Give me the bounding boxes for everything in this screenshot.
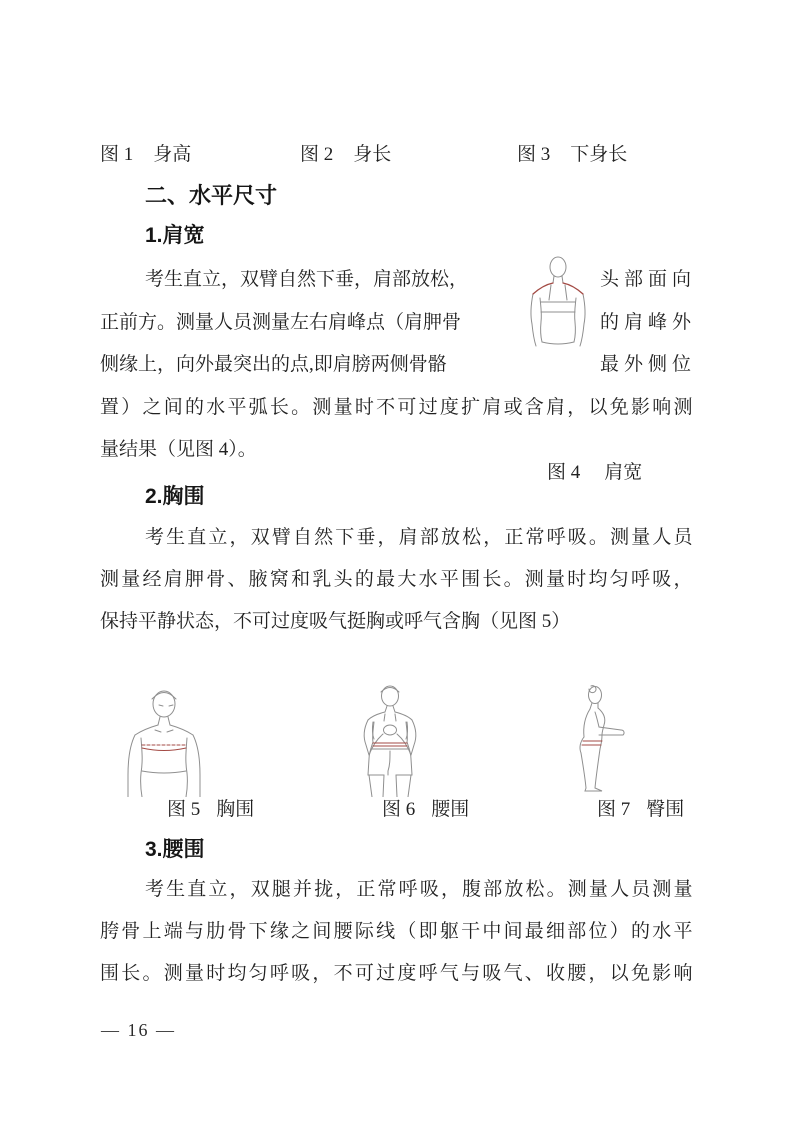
paragraph-line: 胯骨上端与肋骨下缘之间腰际线（即躯干中间最细部位）的水平 <box>100 921 694 942</box>
hip-figure-drawing <box>553 685 633 797</box>
paragraph-line: 测量经肩胛骨、腋窝和乳头的最大水平围长。测量时均匀呼吸， <box>100 569 694 590</box>
caption-fig6-label: 腰围 <box>431 799 470 820</box>
caption-fig1-label: 身高 <box>153 144 192 165</box>
caption-fig7-label: 臀围 <box>646 799 685 820</box>
paragraph-line: 量结果（见图 4）。 <box>100 439 257 460</box>
caption-fig7-number: 图 7 <box>597 799 631 820</box>
paragraph-line: 置）之间的水平弧长。测量时不可过度扩肩或含肩，以免影响测 <box>100 397 694 418</box>
paragraph-line: 正前方。测量人员测量左右肩峰点（肩胛骨 <box>100 312 462 333</box>
paragraph-line: 的肩峰外 <box>600 312 694 333</box>
paragraph-line: 侧缘上，向外最突出的点,即肩膀两侧骨骼 <box>100 354 447 375</box>
caption-fig6-number: 图 6 <box>382 799 416 820</box>
caption-fig3 <box>517 144 627 167</box>
caption-fig4 <box>547 462 642 485</box>
paragraph-line: 考生直立，双臂自然下垂，肩部放松， <box>145 269 469 290</box>
page-number: — 16 — <box>101 1020 176 1040</box>
hip-figure <box>553 685 633 797</box>
caption-fig7 <box>597 799 684 822</box>
waist-figure <box>342 685 438 797</box>
caption-fig6 <box>382 799 469 822</box>
section-heading: 二、水平尺寸 <box>145 183 278 208</box>
paragraph-line: 围长。测量时均匀呼吸，不可过度呼气与吸气、收腰，以免影响 <box>100 963 694 984</box>
chest-figure <box>116 685 212 797</box>
caption-fig5-number: 图 5 <box>167 799 201 820</box>
caption-fig2-label: 身长 <box>353 144 392 165</box>
paragraph-line: 保持平静状态，不可过度吸气挺胸或呼气含胸（见图 5） <box>100 611 571 632</box>
chest-figure-drawing <box>116 685 212 797</box>
caption-fig3-number: 图 3 <box>517 144 551 165</box>
shoulder-width-figure-drawing <box>527 256 589 352</box>
paragraph-line: 头部面向 <box>600 269 694 290</box>
caption-fig5 <box>167 799 254 822</box>
paragraph-line: 考生直立，双臂自然下垂，肩部放松，正常呼吸。测量人员 <box>145 527 694 548</box>
subheading-chest: 2.胸围 <box>145 485 205 508</box>
caption-fig2-number: 图 2 <box>300 144 334 165</box>
caption-fig1-number: 图 1 <box>100 144 134 165</box>
subheading-shoulder: 1.肩宽 <box>145 224 205 247</box>
paragraph-line: 最外侧位 <box>600 354 694 375</box>
caption-fig1 <box>100 144 191 167</box>
caption-fig5-label: 胸围 <box>216 799 255 820</box>
paragraph-line: 考生直立，双腿并拢，正常呼吸，腹部放松。测量人员测量 <box>145 879 694 900</box>
caption-fig3-label: 下身长 <box>570 144 628 165</box>
subheading-waist: 3.腰围 <box>145 838 205 861</box>
waist-figure-drawing <box>342 685 438 797</box>
caption-fig4-label: 肩宽 <box>604 462 643 483</box>
caption-fig4-number: 图 4 <box>547 462 581 483</box>
shoulder-width-figure <box>527 256 589 352</box>
caption-fig2 <box>300 144 391 167</box>
